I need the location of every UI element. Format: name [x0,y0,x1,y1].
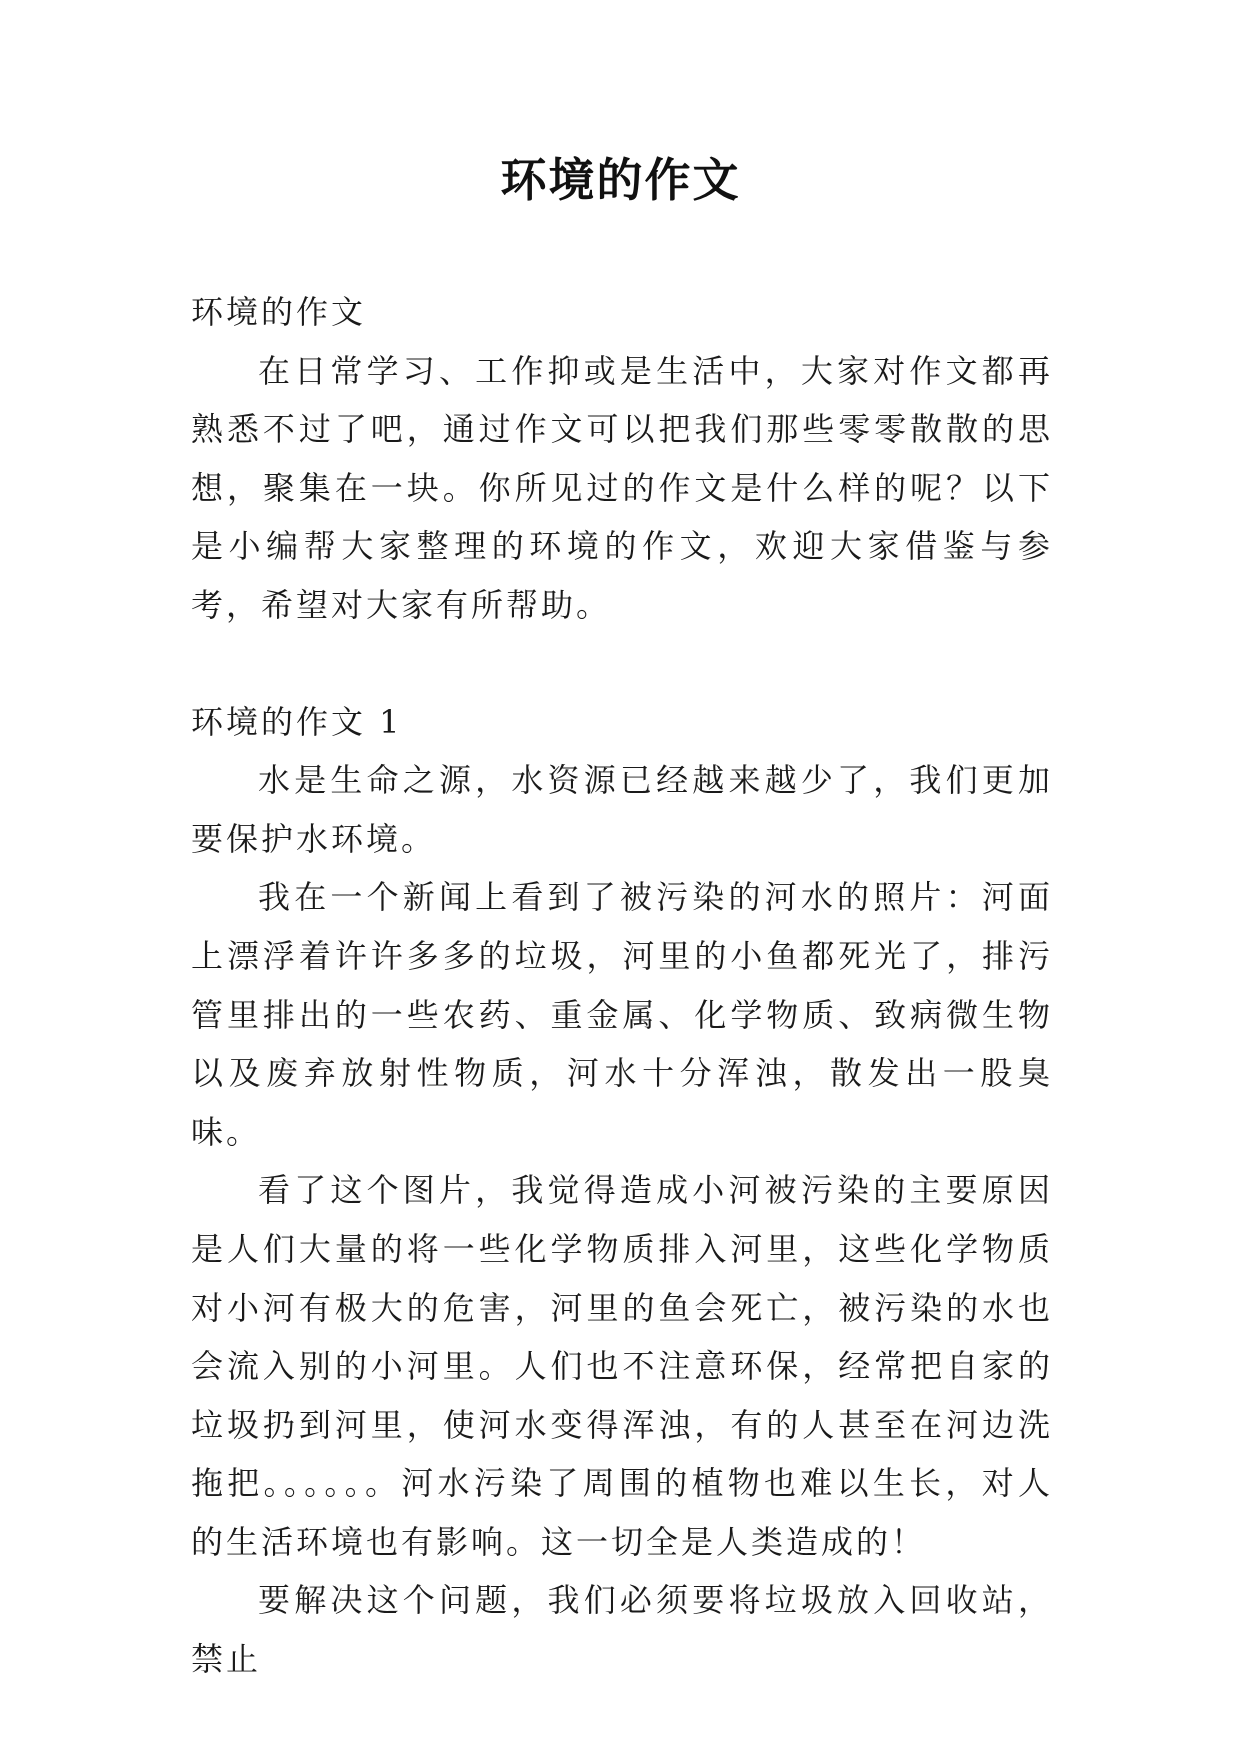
essay1-paragraph-4: 要解决这个问题，我们必须要将垃圾放入回收站，禁止 [191,1581,1053,1679]
essay1-paragraph-1: 水是生命之源，水资源已经越来越少了，我们更加要保护水环境。 [191,761,1053,858]
intro-paragraph: 在日常学习、工作抑或是生活中，大家对作文都再熟悉不过了吧，通过作文可以把我们那些零零散散的思想，聚集在一块。你所见过的作文是什么样的呢？以下是小编帮大家整理的环境的作文，欢迎大家借鉴与参考，希望对大家有所帮助。 [191,351,1053,624]
essay1-paragraph-3: 看了这个图片，我觉得造成小河被污染的主要原因是人们大量的将一些化学物质排入河里，这些化学物质对小河有极大的危害，河里的鱼会死亡，被污染的水也会流入别的小河里。人们也不注意环保，经常把自家的垃圾扔到河里，使河水变得浑浊，有的人甚至在河边洗拖把。。。。。。河水污染了周围的植物也难以生长，对人的生活环境也有影响。这一切全是人类造成的！ [191,1171,1053,1561]
intro-heading: 环境的作文 [191,293,367,331]
essay1-paragraph-2: 我在一个新闻上看到了被污染的河水的照片：河面上漂浮着许许多多的垃圾，河里的小鱼都死光了，排污管里排出的一些农药、重金属、化学物质、致病微生物以及废弃放射性物质，河水十分浑浊，散发出一股臭味。 [191,878,1053,1151]
document-title: 环境的作文 [500,153,741,207]
section-spacer [191,635,1053,693]
document-body [191,283,1053,1689]
essay1-heading: 环境的作文 1 [191,702,403,741]
